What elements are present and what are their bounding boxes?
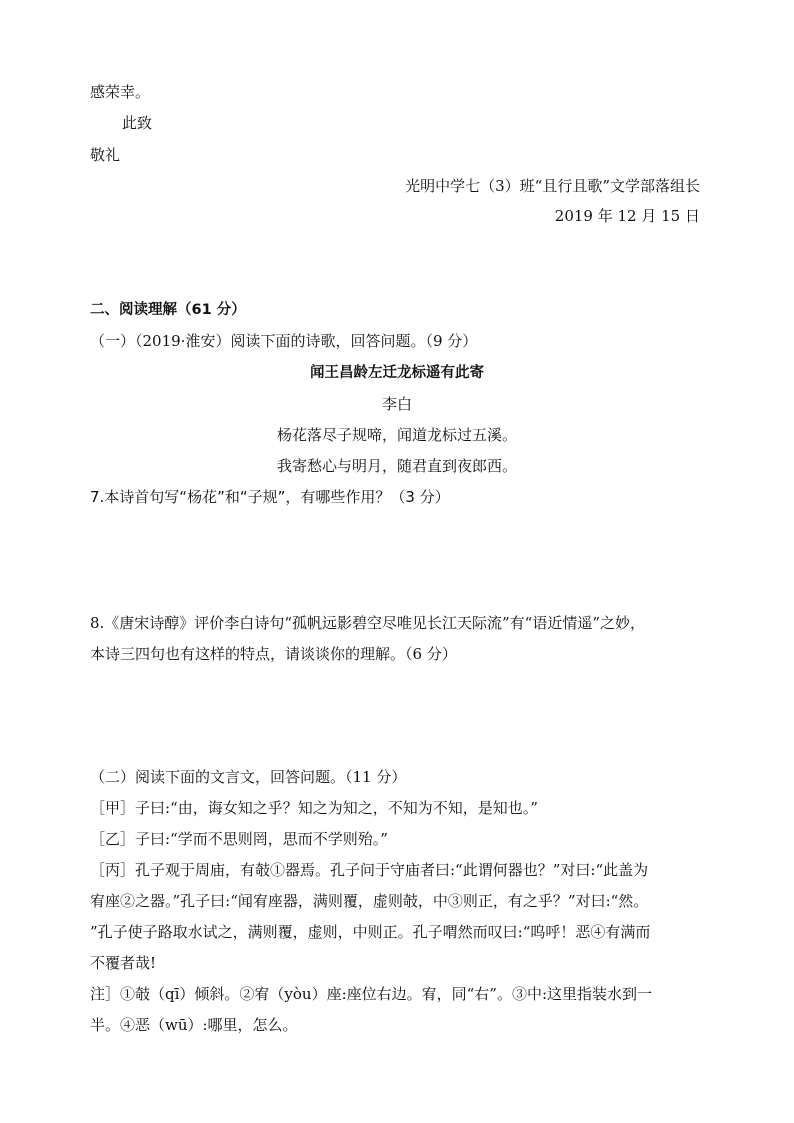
letter-salutation-2: 敬礼 (90, 146, 121, 164)
notes-line-2: 半。④恶（wū）:哪里，怎么。 (90, 1016, 298, 1034)
poem-line-2: 我寄愁心与明月，随君直到夜郎西。 (276, 457, 517, 475)
letter-signature: 光明中学七（3）班“且行且歌”文学部落组长 (405, 177, 700, 195)
text-bing-line-3: ”孔子使子路取水试之，满则覆，虚则，中则正。孔子喟然而叹曰:“呜呼！恶④有满而 (90, 923, 651, 941)
part2-intro: （二）阅读下面的文言文，回答问题。（11 分） (90, 768, 407, 786)
text-jia: ［甲］子曰:“由，诲女知之乎？知之为知之，不知为不知，是知也。” (90, 799, 538, 817)
question-8-line-2: 本诗三四句也有这样的特点，请谈谈你的理解。（6 分） (90, 645, 457, 663)
text-bing-line-4: 不覆者哉! (90, 954, 157, 972)
section-heading: 二、阅读理解（61 分） (90, 302, 246, 318)
poem-title: 闻王昌龄左迁龙标遥有此寄 (310, 365, 484, 381)
text-bing-line-2: 宥座②之器。”孔子曰:“闻宥座器，满则覆，虚则攲，中③则正，有之乎？”对曰:“然。 (90, 892, 649, 910)
letter-salutation-1: 此致 (122, 114, 153, 132)
text-yi: ［乙］子曰:“学而不思则罔，思而不学则殆。” (90, 830, 388, 848)
letter-date: 2019 年 12 月 15 日 (554, 207, 700, 225)
part1-intro: （一）（2019·淮安）阅读下面的诗歌，回答问题。（9 分） (90, 332, 478, 350)
poem-author: 李白 (381, 395, 412, 413)
question-7: 7.本诗首句写“杨花”和“子规”，有哪些作用？（3 分） (90, 488, 450, 506)
letter-closing-line: 感荣幸。 (90, 83, 151, 101)
notes-line-1: 注］①攲（qī）倾斜。②宥（yòu）座:座位右边。宥，同“右”。③中:这里指装水到一 (90, 985, 653, 1003)
text-bing-line-1: ［丙］孔子观于周庙，有攲①器焉。孔子问于守庙者曰:“此谓何器也？”对曰:“此盖为 (90, 861, 649, 879)
poem-line-1: 杨花落尽子规啼，闻道龙标过五溪。 (276, 426, 517, 444)
question-8-line-1: 8.《唐宋诗醇》评价李白诗句“孤帆远影碧空尽唯见长江天际流”有“语近情遥”之妙， (90, 614, 645, 632)
